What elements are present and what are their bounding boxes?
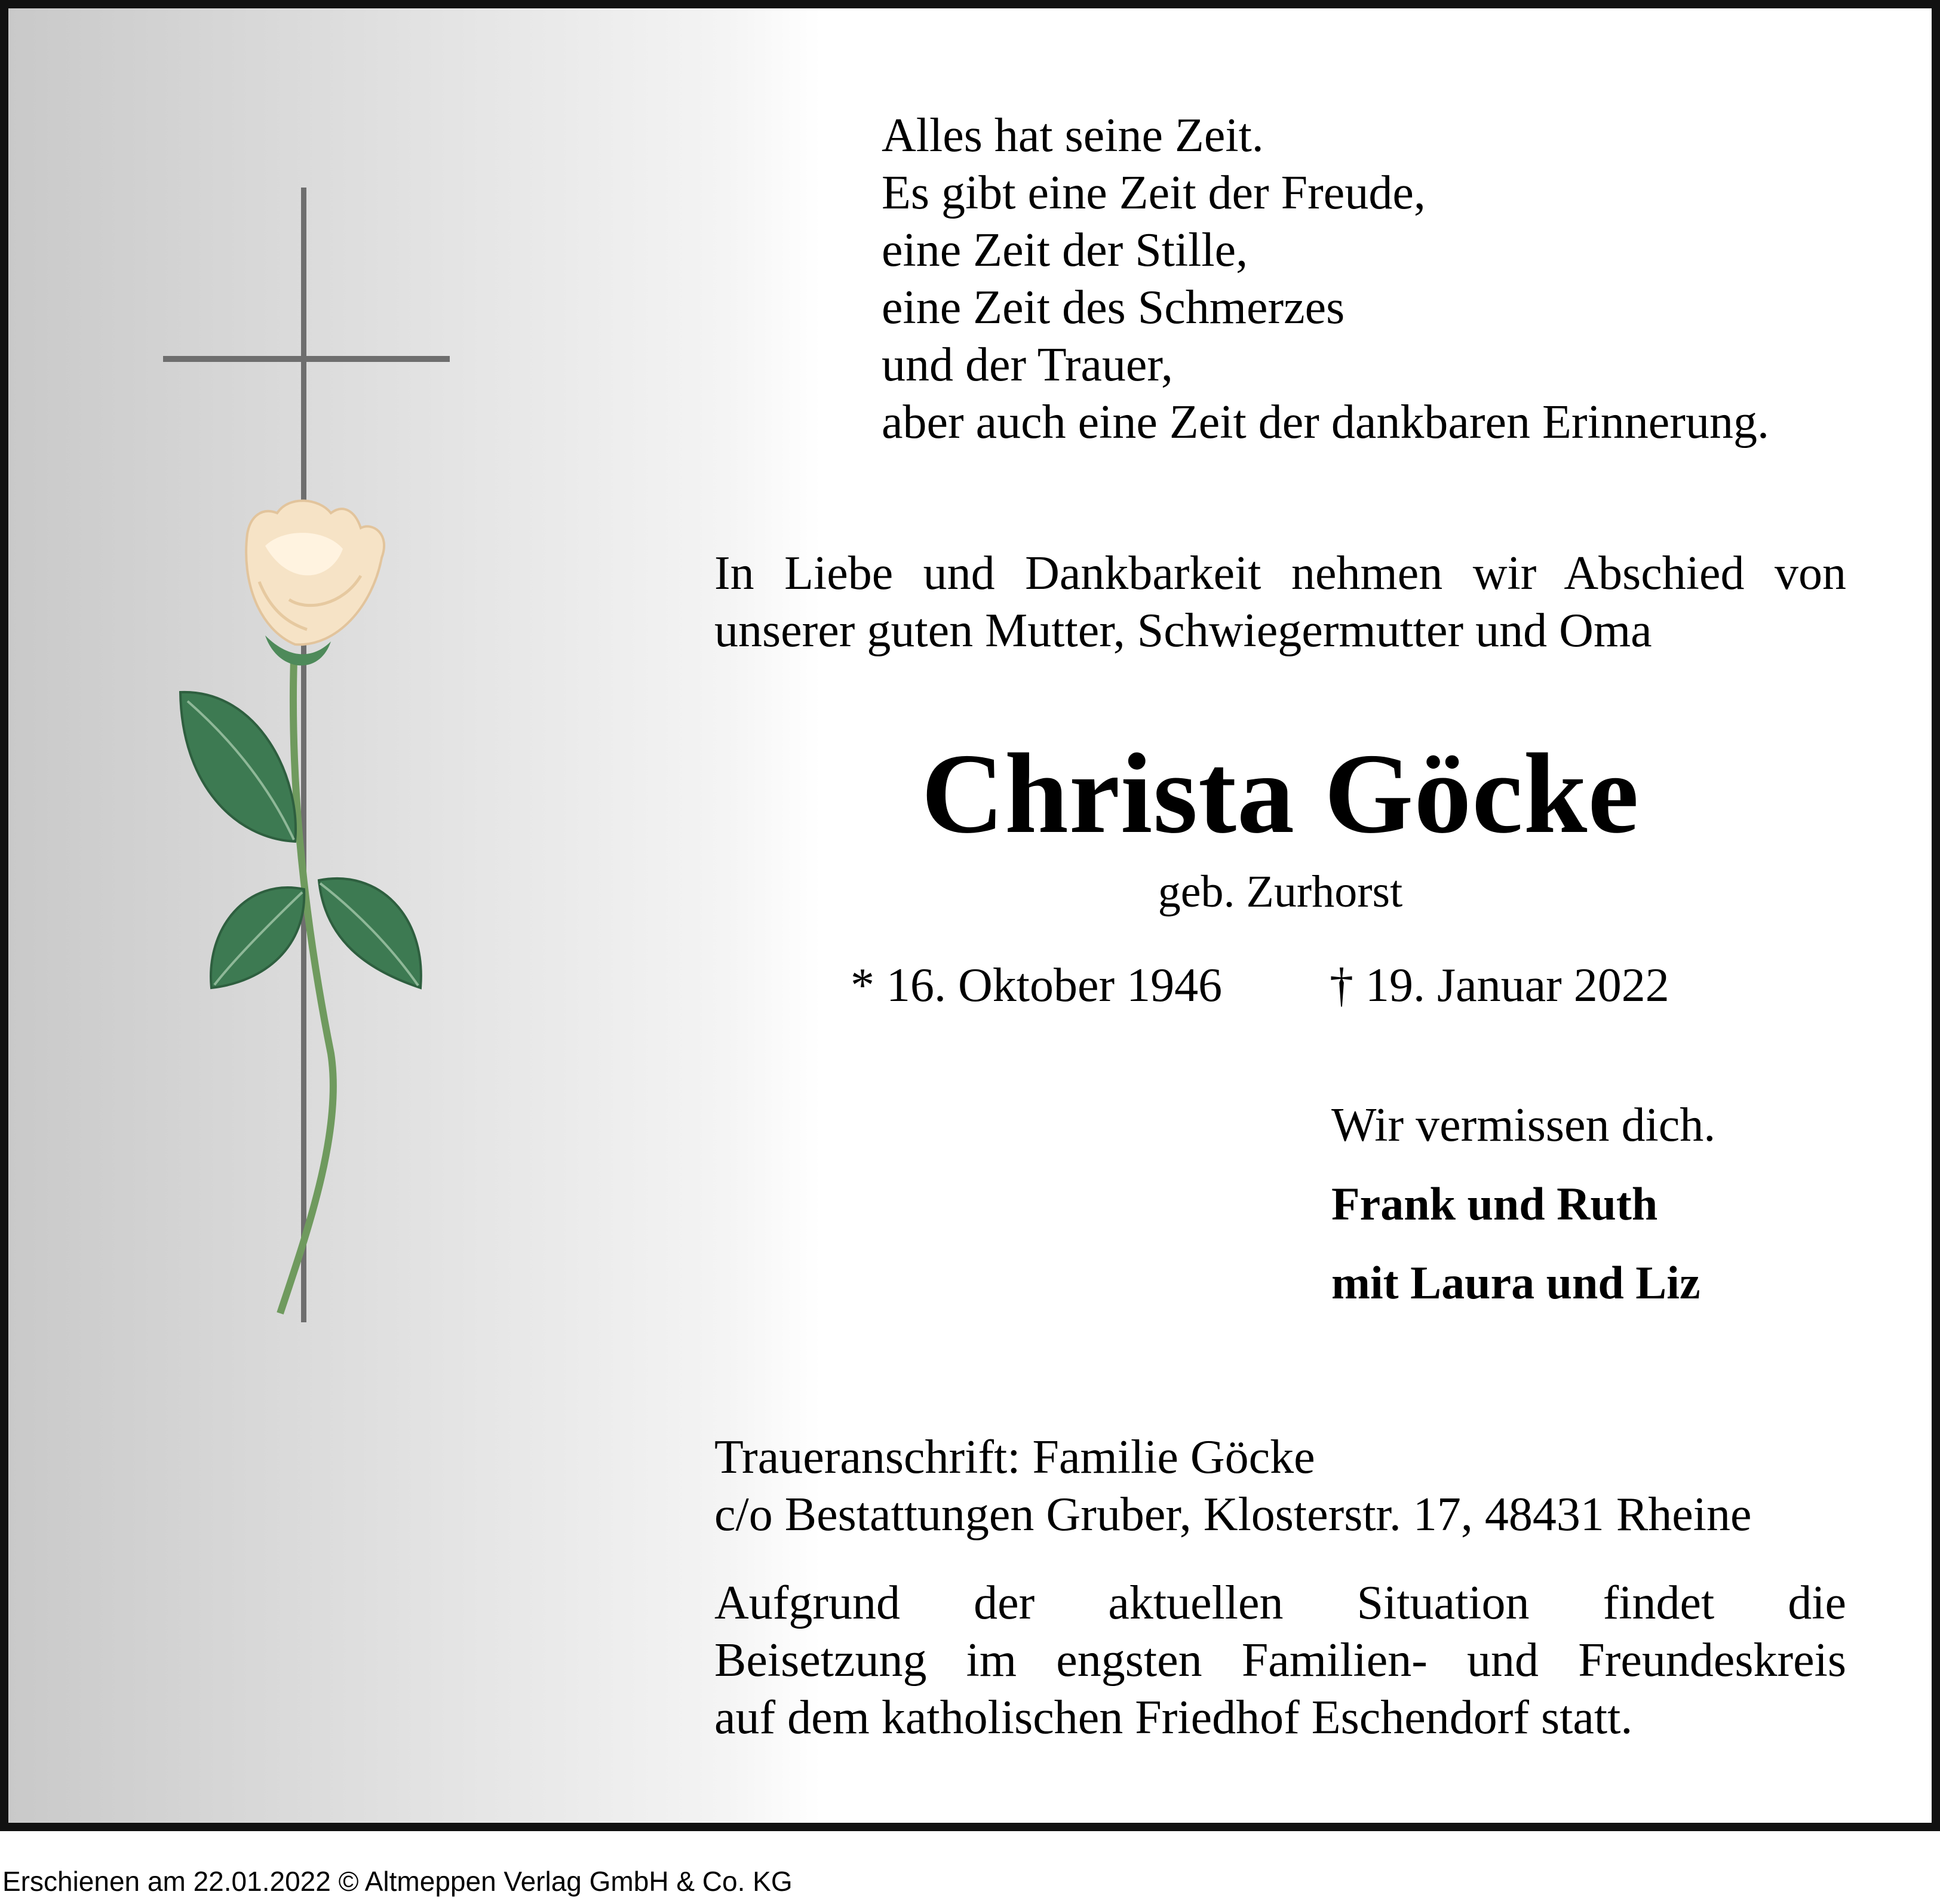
funeral-notice <box>714 1574 1846 1746</box>
closing-block <box>1331 1097 1715 1333</box>
family-names: Frank und Ruth <box>1331 1178 1658 1230</box>
notice-line: auf dem katholischen Friedhof Eschendorf statt. <box>714 1691 1633 1744</box>
address-line: c/o Bestattungen Gruber, Klosterstr. 17, 48431 Rheine <box>714 1488 1752 1541</box>
closing-message: Wir vermissen dich. <box>1331 1099 1716 1151</box>
publication-footer: Erschienen am 22.01.2022 © Altmeppen Verlag GmbH & Co. KG <box>2 1866 793 1897</box>
maiden-name: geb. Zurhorst <box>1158 867 1403 917</box>
poem-line: Es gibt eine Zeit der Freude, <box>882 167 1426 219</box>
deceased-name: Christa Göcke <box>921 730 1640 857</box>
intro-text <box>714 545 1846 659</box>
poem-line: eine Zeit des Schmerzes <box>882 281 1345 334</box>
intro-line: In Liebe und Dankbarkeit nehmen wir Abschied von <box>714 547 1846 600</box>
death-date: † 19. Januar 2022 <box>1330 959 1669 1012</box>
birth-date: * 16. Oktober 1946 <box>851 959 1223 1012</box>
notice-line: Aufgrund der aktuellen Situation findet die <box>714 1577 1846 1629</box>
poem <box>882 107 1769 451</box>
poem-line: eine Zeit der Stille, <box>882 224 1248 277</box>
intro-line: unserer guten Mutter, Schwiegermutter und Oma <box>714 604 1652 657</box>
notice-line: Beisetzung im engsten Familien- und Freundeskreis <box>714 1634 1846 1687</box>
cross-and-rose-illustration <box>8 8 546 1382</box>
address-line: Traueranschrift: Familie Göcke <box>714 1431 1315 1484</box>
poem-line: Alles hat seine Zeit. <box>882 109 1264 162</box>
rose-icon <box>180 500 421 1313</box>
family-names: mit Laura und Liz <box>1331 1257 1700 1309</box>
poem-line: und der Trauer, <box>882 339 1173 391</box>
poem-line: aber auch eine Zeit der dankbaren Erinnerung. <box>882 396 1769 449</box>
mourning-address <box>714 1429 1751 1543</box>
